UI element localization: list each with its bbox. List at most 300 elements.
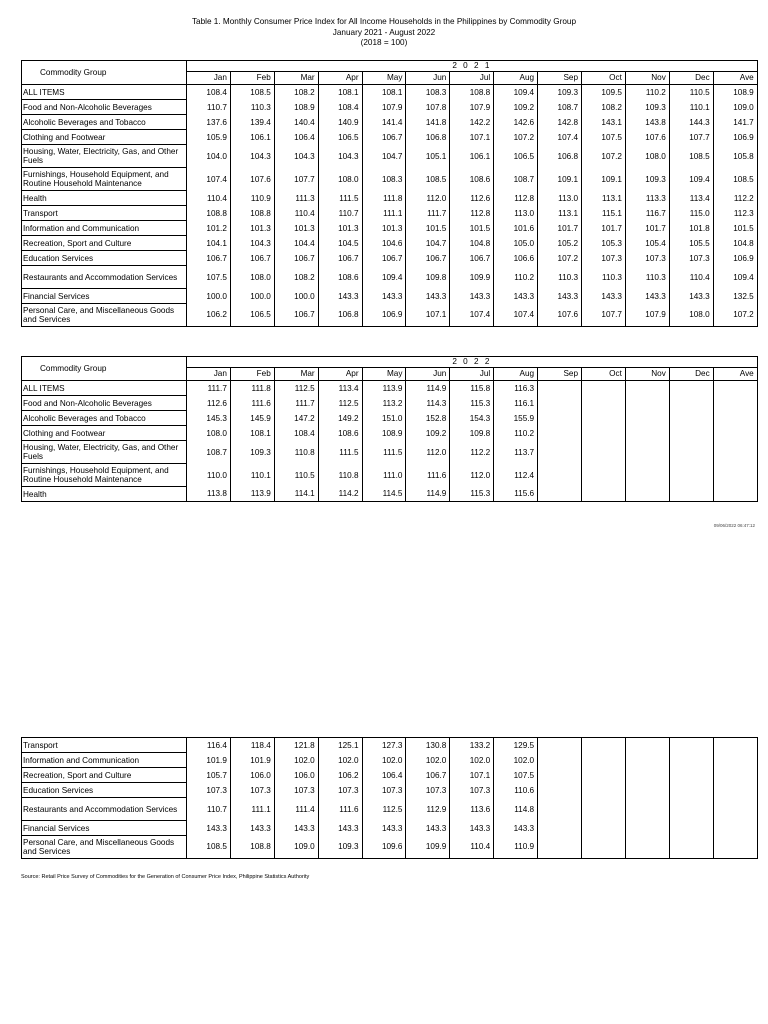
index-value: 105.8	[713, 145, 757, 168]
index-value	[713, 821, 757, 836]
index-value	[625, 783, 669, 798]
index-value: 106.7	[406, 251, 450, 266]
index-value: 110.0	[187, 464, 231, 487]
index-value: 112.0	[406, 191, 450, 206]
index-value: 102.0	[450, 753, 494, 768]
index-value: 107.1	[406, 304, 450, 327]
index-value: 115.3	[450, 487, 494, 502]
index-value: 105.2	[538, 236, 582, 251]
index-value: 149.2	[318, 411, 362, 426]
index-value	[625, 411, 669, 426]
index-value: 107.9	[625, 304, 669, 327]
index-value: 113.6	[450, 798, 494, 821]
index-value	[669, 441, 713, 464]
index-value: 109.1	[538, 168, 582, 191]
index-value: 105.9	[187, 130, 231, 145]
index-value: 104.7	[362, 145, 406, 168]
index-value: 108.8	[450, 85, 494, 100]
index-value: 105.1	[406, 145, 450, 168]
index-value	[625, 381, 669, 396]
table-row	[22, 426, 758, 441]
index-value: 107.4	[187, 168, 231, 191]
table-row	[22, 441, 758, 464]
commodity-name: Clothing and Footwear	[22, 130, 187, 145]
index-value: 109.0	[713, 100, 757, 115]
index-value	[625, 464, 669, 487]
month-header: Oct	[582, 72, 626, 85]
index-value	[582, 768, 626, 783]
month-header: Feb	[230, 72, 274, 85]
title-line-1: Table 1. Monthly Consumer Price Index for All Income Households in the Philippines by Commodity Group	[191, 17, 577, 26]
commodity-name: Health	[22, 487, 187, 502]
index-value: 112.9	[406, 798, 450, 821]
index-value: 107.7	[582, 304, 626, 327]
commodity-name: Information and Communication	[22, 221, 187, 236]
index-value: 106.1	[450, 145, 494, 168]
index-value: 152.8	[406, 411, 450, 426]
month-header: May	[362, 72, 406, 85]
index-value: 108.0	[625, 145, 669, 168]
index-value: 115.1	[582, 206, 626, 221]
index-value: 101.3	[362, 221, 406, 236]
index-value: 100.0	[274, 289, 318, 304]
commodity-name: Transport	[22, 206, 187, 221]
table-row	[22, 753, 758, 768]
index-value: 111.8	[362, 191, 406, 206]
index-value: 111.0	[362, 464, 406, 487]
index-value: 106.7	[274, 304, 318, 327]
index-value: 108.6	[318, 266, 362, 289]
index-value: 105.4	[625, 236, 669, 251]
index-value	[669, 783, 713, 798]
commodity-name: Alcoholic Beverages and Tobacco	[22, 115, 187, 130]
index-value: 106.7	[230, 251, 274, 266]
title-line-2: January 2021 - August 2022	[332, 27, 436, 37]
index-value: 108.8	[230, 206, 274, 221]
index-value: 113.7	[494, 441, 538, 464]
index-value: 110.7	[187, 100, 231, 115]
index-value: 114.1	[274, 487, 318, 502]
index-value: 143.3	[450, 289, 494, 304]
index-value: 108.5	[669, 145, 713, 168]
index-value: 142.6	[494, 115, 538, 130]
index-value	[538, 738, 582, 753]
index-value	[538, 441, 582, 464]
index-value	[713, 411, 757, 426]
index-value	[538, 381, 582, 396]
index-value: 107.5	[582, 130, 626, 145]
index-value: 130.8	[406, 738, 450, 753]
table-row	[22, 783, 758, 798]
index-value: 107.3	[625, 251, 669, 266]
index-value	[538, 396, 582, 411]
index-value: 112.8	[450, 206, 494, 221]
index-value: 107.4	[450, 304, 494, 327]
index-value: 111.5	[318, 191, 362, 206]
index-value: 107.3	[274, 783, 318, 798]
index-value: 109.3	[318, 836, 362, 859]
index-value: 104.0	[187, 145, 231, 168]
commodity-name: Transport	[22, 738, 187, 753]
index-value: 108.7	[494, 168, 538, 191]
index-value: 110.3	[582, 266, 626, 289]
index-value: 107.6	[230, 168, 274, 191]
index-value: 108.3	[362, 168, 406, 191]
index-value	[582, 821, 626, 836]
commodity-name: Furnishings, Household Equipment, and Routine Household Maintenance	[22, 168, 187, 191]
index-value: 108.6	[318, 426, 362, 441]
index-value: 111.1	[230, 798, 274, 821]
index-value: 108.9	[274, 100, 318, 115]
index-value	[538, 464, 582, 487]
index-value: 109.4	[713, 266, 757, 289]
year-header: 2 0 2 1	[187, 61, 758, 72]
commodity-name: Restaurants and Accommodation Services	[22, 266, 187, 289]
index-value: 125.1	[318, 738, 362, 753]
index-value: 107.8	[406, 100, 450, 115]
index-value: 141.8	[406, 115, 450, 130]
index-value: 107.2	[494, 130, 538, 145]
index-value	[713, 426, 757, 441]
index-value: 111.7	[274, 396, 318, 411]
index-value	[713, 836, 757, 859]
index-value: 109.3	[230, 441, 274, 464]
index-value: 109.6	[362, 836, 406, 859]
index-value: 101.9	[187, 753, 231, 768]
commodity-name: Education Services	[22, 251, 187, 266]
commodity-name: Food and Non-Alcoholic Beverages	[22, 100, 187, 115]
index-value: 115.0	[669, 206, 713, 221]
index-value: 111.1	[362, 206, 406, 221]
index-value: 142.8	[538, 115, 582, 130]
commodity-name: Food and Non-Alcoholic Beverages	[22, 396, 187, 411]
index-value: 112.2	[713, 191, 757, 206]
index-value: 109.3	[538, 85, 582, 100]
index-value	[582, 381, 626, 396]
index-value: 111.7	[187, 381, 231, 396]
month-header: Dec	[669, 72, 713, 85]
index-value: 102.0	[406, 753, 450, 768]
index-value: 104.8	[713, 236, 757, 251]
month-header: Ave	[713, 72, 757, 85]
index-value: 108.5	[230, 85, 274, 100]
index-value: 110.1	[669, 100, 713, 115]
index-value: 110.4	[274, 206, 318, 221]
index-value: 106.7	[274, 251, 318, 266]
index-value: 100.0	[230, 289, 274, 304]
index-value: 111.7	[406, 206, 450, 221]
index-value: 111.5	[318, 441, 362, 464]
index-value	[582, 753, 626, 768]
commodity-name: Restaurants and Accommodation Services	[22, 798, 187, 821]
index-value: 143.1	[582, 115, 626, 130]
index-value	[669, 396, 713, 411]
cpi-table-2022-part-2	[21, 737, 758, 859]
month-header: Dec	[669, 368, 713, 381]
index-value: 101.3	[318, 221, 362, 236]
index-value: 112.5	[274, 381, 318, 396]
index-value: 102.0	[274, 753, 318, 768]
index-value: 154.3	[450, 411, 494, 426]
index-value	[713, 798, 757, 821]
index-value: 140.9	[318, 115, 362, 130]
index-value	[669, 768, 713, 783]
index-value: 112.0	[406, 441, 450, 464]
table-row	[22, 289, 758, 304]
month-header: Mar	[274, 368, 318, 381]
index-value: 107.3	[406, 783, 450, 798]
index-value: 105.5	[669, 236, 713, 251]
index-value: 145.3	[187, 411, 231, 426]
index-value: 102.0	[362, 753, 406, 768]
index-value: 110.8	[274, 441, 318, 464]
index-value: 114.8	[494, 798, 538, 821]
month-header: Jun	[406, 72, 450, 85]
index-value: 106.9	[713, 130, 757, 145]
month-header: Jan	[187, 72, 231, 85]
header-row-year	[22, 61, 758, 72]
index-value	[669, 381, 713, 396]
index-value: 110.2	[494, 266, 538, 289]
index-value	[713, 753, 757, 768]
index-value: 129.5	[494, 738, 538, 753]
index-value: 112.0	[450, 464, 494, 487]
commodity-name: Recreation, Sport and Culture	[22, 236, 187, 251]
index-value: 140.4	[274, 115, 318, 130]
index-value: 143.3	[406, 289, 450, 304]
index-value	[582, 411, 626, 426]
index-value	[582, 738, 626, 753]
index-value	[669, 487, 713, 502]
month-header: Aug	[494, 368, 538, 381]
index-value: 104.3	[274, 145, 318, 168]
index-value: 101.7	[625, 221, 669, 236]
index-value: 108.1	[318, 85, 362, 100]
index-value: 113.0	[494, 206, 538, 221]
index-value: 113.9	[230, 487, 274, 502]
index-value	[669, 836, 713, 859]
index-value: 110.4	[450, 836, 494, 859]
header-row-year	[22, 357, 758, 368]
index-value: 108.9	[362, 426, 406, 441]
index-value: 109.9	[406, 836, 450, 859]
source-note: Source: Retail Price Survey of Commodities for the Generation of Consumer Price Index, Philippine Statistics Authority	[21, 874, 310, 880]
month-header: Oct	[582, 368, 626, 381]
index-value: 108.4	[274, 426, 318, 441]
index-value	[538, 753, 582, 768]
index-value: 104.3	[230, 236, 274, 251]
month-header: Nov	[625, 72, 669, 85]
index-value	[538, 821, 582, 836]
index-value	[582, 464, 626, 487]
index-value	[538, 411, 582, 426]
index-value: 106.6	[494, 251, 538, 266]
month-header: Apr	[318, 72, 362, 85]
index-value: 104.1	[187, 236, 231, 251]
index-value	[538, 798, 582, 821]
index-value: 113.4	[318, 381, 362, 396]
index-value	[713, 381, 757, 396]
index-value: 110.4	[187, 191, 231, 206]
month-header: Ave	[713, 368, 757, 381]
index-value: 105.3	[582, 236, 626, 251]
commodity-group-header: Commodity Group	[22, 357, 187, 381]
index-value: 112.3	[713, 206, 757, 221]
index-value: 143.3	[669, 289, 713, 304]
index-value: 111.5	[362, 441, 406, 464]
index-value: 106.8	[538, 145, 582, 168]
index-value: 101.9	[230, 753, 274, 768]
commodity-name: Health	[22, 191, 187, 206]
index-value: 115.6	[494, 487, 538, 502]
cpi-table-2021	[21, 60, 758, 327]
index-value: 110.2	[625, 85, 669, 100]
index-value: 110.5	[274, 464, 318, 487]
index-value: 111.6	[230, 396, 274, 411]
month-header: Nov	[625, 368, 669, 381]
index-value: 109.8	[450, 426, 494, 441]
index-value: 101.3	[230, 221, 274, 236]
index-value: 108.2	[274, 266, 318, 289]
index-value: 108.7	[187, 441, 231, 464]
index-value	[669, 464, 713, 487]
index-value: 143.3	[187, 821, 231, 836]
table-title	[0, 17, 768, 49]
index-value: 101.5	[406, 221, 450, 236]
index-value	[713, 487, 757, 502]
index-value	[713, 738, 757, 753]
index-value	[582, 836, 626, 859]
month-header: Jun	[406, 368, 450, 381]
index-value: 107.6	[538, 304, 582, 327]
table-row	[22, 464, 758, 487]
index-value: 143.3	[318, 821, 362, 836]
index-value: 106.2	[187, 304, 231, 327]
index-value: 107.5	[187, 266, 231, 289]
index-value: 106.5	[230, 304, 274, 327]
index-value	[582, 396, 626, 411]
index-value: 101.5	[713, 221, 757, 236]
table-row	[22, 768, 758, 783]
index-value: 105.0	[494, 236, 538, 251]
index-value: 104.7	[406, 236, 450, 251]
index-value: 121.8	[274, 738, 318, 753]
index-value: 110.6	[494, 783, 538, 798]
month-header: Aug	[494, 72, 538, 85]
index-value	[538, 783, 582, 798]
index-value: 137.6	[187, 115, 231, 130]
index-value: 108.9	[713, 85, 757, 100]
index-value: 106.5	[318, 130, 362, 145]
index-value: 111.3	[274, 191, 318, 206]
table-row	[22, 115, 758, 130]
index-value: 107.3	[450, 783, 494, 798]
index-value: 143.3	[582, 289, 626, 304]
index-value	[582, 798, 626, 821]
index-value: 101.3	[274, 221, 318, 236]
index-value: 139.4	[230, 115, 274, 130]
index-value	[669, 753, 713, 768]
index-value: 143.3	[318, 289, 362, 304]
index-value: 143.3	[406, 821, 450, 836]
table-row	[22, 738, 758, 753]
index-value: 112.4	[494, 464, 538, 487]
index-value: 116.7	[625, 206, 669, 221]
commodity-name: Personal Care, and Miscellaneous Goods and Services	[22, 304, 187, 327]
index-value	[625, 753, 669, 768]
index-value: 109.3	[625, 168, 669, 191]
index-value: 104.4	[274, 236, 318, 251]
index-value: 111.6	[406, 464, 450, 487]
index-value: 101.5	[450, 221, 494, 236]
table-row	[22, 145, 758, 168]
commodity-name: Personal Care, and Miscellaneous Goods and Services	[22, 836, 187, 859]
index-value: 107.2	[582, 145, 626, 168]
index-value: 110.9	[494, 836, 538, 859]
table-row	[22, 85, 758, 100]
index-value	[713, 783, 757, 798]
index-value: 106.0	[230, 768, 274, 783]
index-value: 109.4	[494, 85, 538, 100]
index-value: 109.5	[582, 85, 626, 100]
index-value	[669, 798, 713, 821]
index-value: 108.4	[318, 100, 362, 115]
index-value: 106.4	[362, 768, 406, 783]
index-value	[538, 487, 582, 502]
index-value: 110.3	[230, 100, 274, 115]
index-value: 106.4	[274, 130, 318, 145]
index-value: 112.2	[450, 441, 494, 464]
commodity-name: Education Services	[22, 783, 187, 798]
index-value	[669, 426, 713, 441]
commodity-name: ALL ITEMS	[22, 85, 187, 100]
index-value: 107.5	[494, 768, 538, 783]
index-value: 108.1	[362, 85, 406, 100]
index-value	[538, 426, 582, 441]
index-value: 112.6	[187, 396, 231, 411]
index-value: 101.7	[582, 221, 626, 236]
index-value: 108.2	[582, 100, 626, 115]
index-value: 109.4	[362, 266, 406, 289]
index-value	[669, 738, 713, 753]
index-value: 113.3	[625, 191, 669, 206]
index-value: 107.6	[625, 130, 669, 145]
index-value: 101.6	[494, 221, 538, 236]
index-value	[538, 768, 582, 783]
index-value: 107.1	[450, 768, 494, 783]
index-value: 143.8	[625, 115, 669, 130]
table-row	[22, 304, 758, 327]
index-value: 110.1	[230, 464, 274, 487]
cpi-table-2022-part-1	[21, 356, 758, 502]
index-value: 143.3	[230, 821, 274, 836]
index-value	[625, 738, 669, 753]
index-value: 102.0	[318, 753, 362, 768]
index-value	[625, 396, 669, 411]
table-row	[22, 836, 758, 859]
index-value: 109.3	[625, 100, 669, 115]
index-value: 107.2	[713, 304, 757, 327]
index-value: 144.3	[669, 115, 713, 130]
index-value: 113.9	[362, 381, 406, 396]
index-value: 143.3	[362, 821, 406, 836]
index-value: 107.4	[494, 304, 538, 327]
index-value	[713, 768, 757, 783]
table-row	[22, 221, 758, 236]
index-value: 109.1	[582, 168, 626, 191]
month-header: May	[362, 368, 406, 381]
index-value	[625, 487, 669, 502]
